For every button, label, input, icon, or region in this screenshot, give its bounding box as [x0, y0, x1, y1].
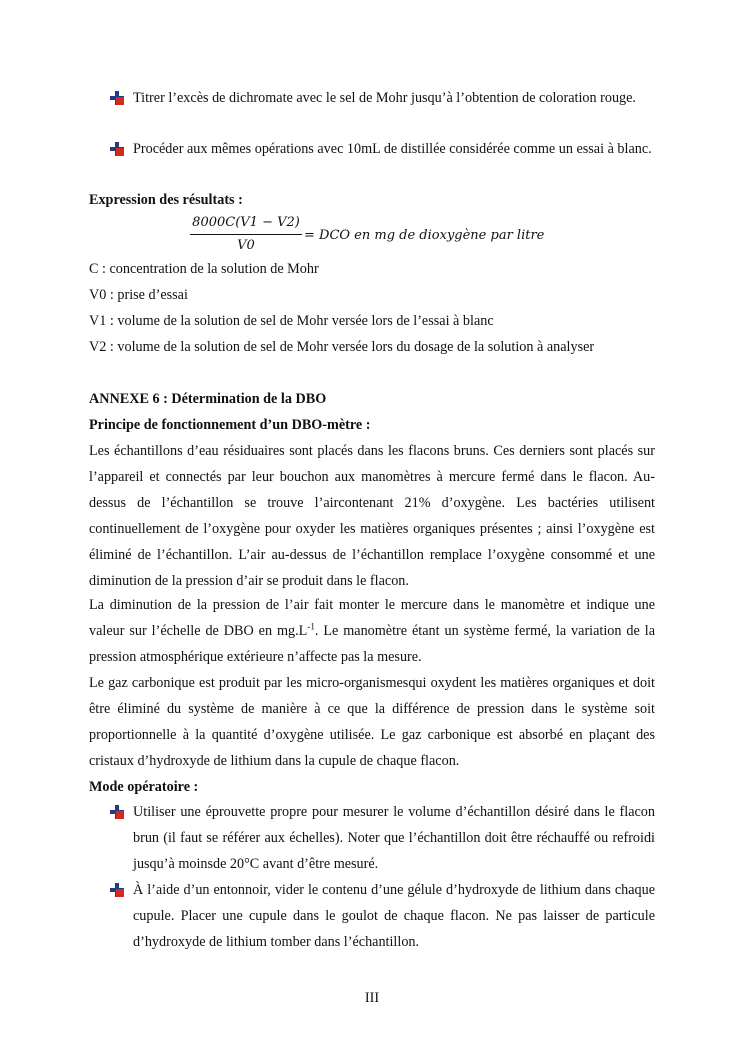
- fraction-bar: [190, 234, 302, 235]
- list-item: [110, 799, 655, 877]
- paragraph-2: [89, 592, 655, 670]
- list-item: [110, 136, 655, 162]
- formula-fraction: [190, 214, 302, 255]
- paragraph-1: Les échantillons d’eau résiduaires sont placés dans les flacons bruns. Ces derniers sont placés sur l’appareil et connectés par leur bouchon aux manomètres à mercure fermé dans le flacon. Au-dessus de l’échantillon se trouve l’aircontenant 21% d’oxygène. Les bactéries utilisent continuellement de l’oxygène pour oxyder les matières organiques présentes ; ainsi l’oxygène est éliminé de l’échantillon. L’air au-dessus de l’échantillon remplace l’oxygène consommé et une diminution de la pression d’air se produit dans le flacon.: [89, 443, 655, 589]
- paragraph-2-text: La diminution de la pression de l’air fait monter le mercure dans le manomètre et indique une valeur sur l’échelle de DBO en mg.L: [89, 597, 655, 639]
- definition-line: V1 : volume de la solution de sel de Mohr versée lors de l’essai à blanc: [89, 313, 494, 329]
- mode-heading: Mode opératoire :: [89, 779, 199, 795]
- results-heading: Expression des résultats :: [89, 192, 243, 208]
- bullet-text: Titrer l’excès de dichromate avec le sel de Mohr jusqu’à l’obtention de coloration rouge.: [133, 90, 636, 106]
- bullet-text: Procéder aux mêmes opérations avec 10mL de distillée considérée comme un essai à blanc.: [133, 141, 652, 157]
- bullet-text: À l’aide d’un entonnoir, vider le contenu d’une gélule d’hydroxyde de lithium dans chaque cupule. Placer une cupule dans le goulot de chaque flacon. Ne pas laisser de particule d’hydroxyde de lithium tomber dans l’échantillon.: [133, 882, 655, 950]
- bullet-plus-icon: [110, 142, 124, 156]
- page-number: III: [364, 990, 380, 1006]
- paragraph-2-text-end: . Le manomètre étant un système fermé, la variation de la pression atmosphérique extérieure n’affecte pas la mesure.: [89, 623, 655, 665]
- formula-rhs: = DCO en mg de dioxygène par litre: [304, 228, 545, 243]
- dco-formula: [190, 214, 610, 256]
- superscript: -1: [307, 621, 315, 632]
- bullet-plus-icon: [110, 805, 124, 819]
- definition-line: V2 : volume de la solution de sel de Mohr versée lors du dosage de la solution à analyser: [89, 339, 595, 355]
- list-item: [110, 85, 655, 111]
- formula-numerator: 8000C(V1 − V2): [192, 215, 300, 230]
- paragraph-3: Le gaz carbonique est produit par les micro-organismesqui oxydent les matières organiques et doit être éliminé du système de manière à ce que la différence de pression dans le système soit proportionnelle à la quantité d’oxygène utilisée. Le gaz carbonique est absorbé en plaçant des cristaux d’hydroxyde de lithium dans la cupule de chaque flacon.: [89, 675, 655, 769]
- definition-line: C : concentration de la solution de Mohr: [89, 261, 319, 277]
- bullet-plus-icon: [110, 883, 124, 897]
- list-item: [110, 877, 655, 955]
- annex-title: ANNEXE 6 : Détermination de la DBO: [89, 391, 327, 407]
- principle-heading: Principe de fonctionnement d’un DBO-mètre :: [89, 417, 371, 433]
- formula-denominator: V0: [237, 238, 255, 253]
- bullet-plus-icon: [110, 91, 124, 105]
- bullet-text: Utiliser une éprouvette propre pour mesurer le volume d’échantillon désiré dans le flacon brun (il faut se référer aux échelles). Noter que l’échantillon doit être réchauffé ou refroidi jusqu’à moinsde 20°C avant d’être mesuré.: [133, 804, 655, 872]
- definition-line: V0 : prise d’essai: [89, 287, 188, 303]
